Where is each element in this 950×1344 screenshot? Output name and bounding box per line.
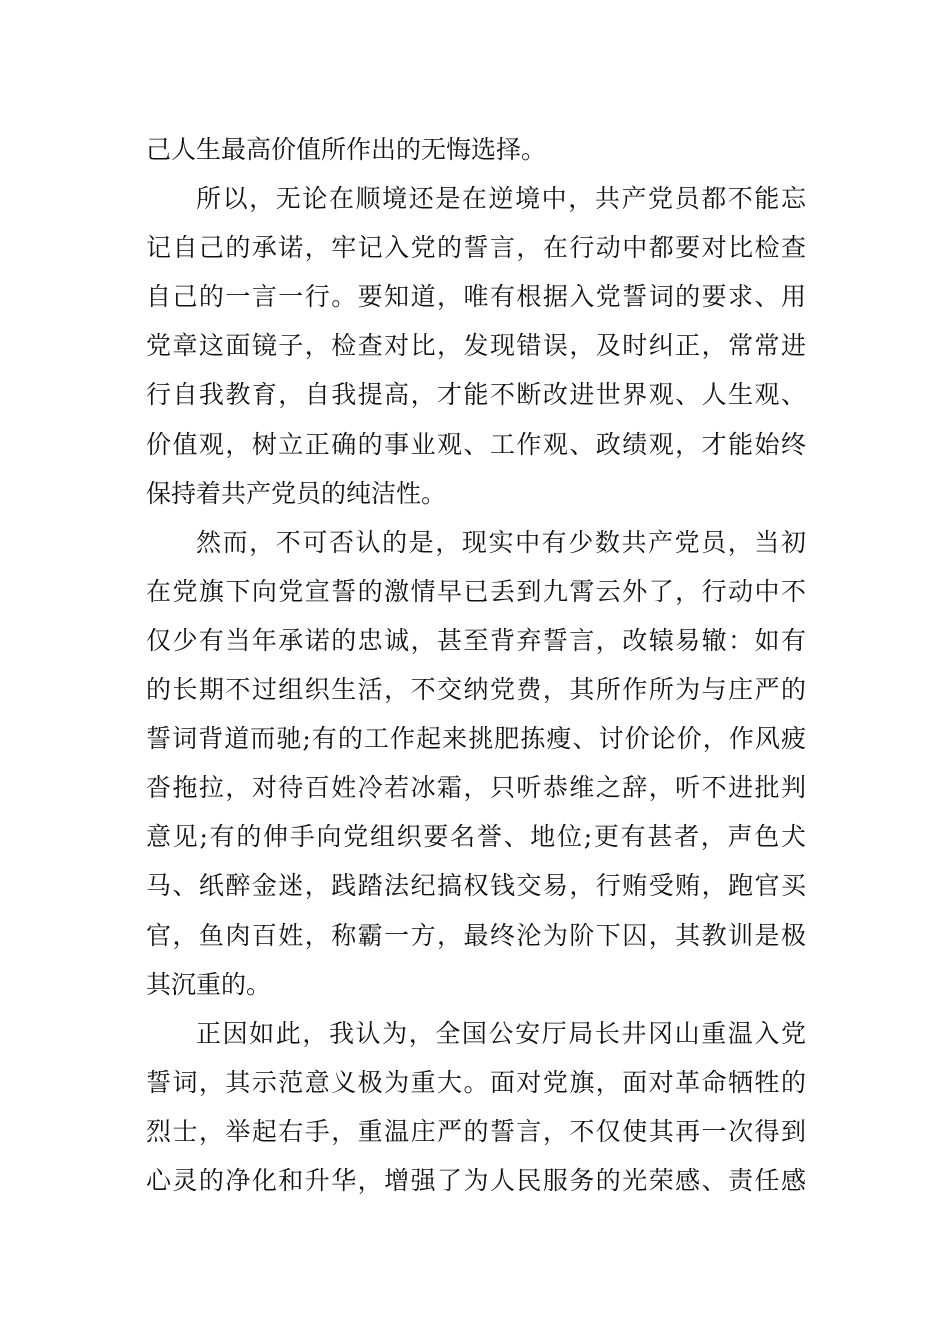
text-line: 誓词，其示范意义极为重大。面对党旗，面对革命牺牲的 <box>146 1067 806 1097</box>
text-line: 心灵的净化和升华，增强了为人民服务的光荣感、责任感 <box>146 1165 806 1195</box>
text-line: 保持着共产党员的纯洁性。 <box>146 478 447 508</box>
text-line: 行自我教育，自我提高，才能不断改进世界观、人生观、 <box>146 380 806 410</box>
text-line: 自己的一言一行。要知道，唯有根据入党誓词的要求、用 <box>146 282 806 312</box>
text-line: 记自己的承诺，牢记入党的誓言，在行动中都要对比检查 <box>146 233 806 263</box>
text-line: 然而，不可否认的是，现实中有少数共产党员，当初 <box>196 527 806 557</box>
text-line: 党章这面镜子，检查对比，发现错误，及时纠正，常常进 <box>146 331 806 361</box>
text-line: 己人生最高价值所作出的无悔选择。 <box>146 135 547 164</box>
text-line: 仅少有当年承诺的忠诚，甚至背弃誓言，改辕易辙：如有 <box>146 625 806 655</box>
text-line: 在党旗下向党宣誓的激情早已丢到九霄云外了，行动中不 <box>146 576 806 606</box>
text-line: 官，鱼肉百姓，称霸一方，最终沦为阶下囚，其教训是极 <box>146 920 806 950</box>
text-line: 所以，无论在顺境还是在逆境中，共产党员都不能忘 <box>196 184 806 214</box>
text-line: 的长期不过组织生活，不交纳党费，其所作所为与庄严的 <box>146 675 806 705</box>
text-line: 马、纸醉金迷，践踏法纪搞权钱交易，行贿受贿，跑官买 <box>146 871 806 901</box>
text-line: 烈士，举起右手，重温庄严的誓言，不仅使其再一次得到 <box>146 1116 806 1146</box>
text-line: 意见;有的伸手向党组织要名誉、地位;更有甚者，声色犬 <box>146 822 806 852</box>
text-line: 沓拖拉，对待百姓冷若冰霜，只听恭维之辞，听不进批判 <box>146 773 806 803</box>
text-line: 誓词背道而驰;有的工作起来挑肥拣瘦、讨价论价，作风疲 <box>146 724 806 754</box>
document-body <box>146 125 806 1205</box>
text-line: 价值观，树立正确的事业观、工作观、政绩观，才能始终 <box>146 429 806 459</box>
text-line: 其沉重的。 <box>146 969 272 999</box>
text-line: 正因如此，我认为，全国公安厅局长井冈山重温入党 <box>196 1018 806 1048</box>
